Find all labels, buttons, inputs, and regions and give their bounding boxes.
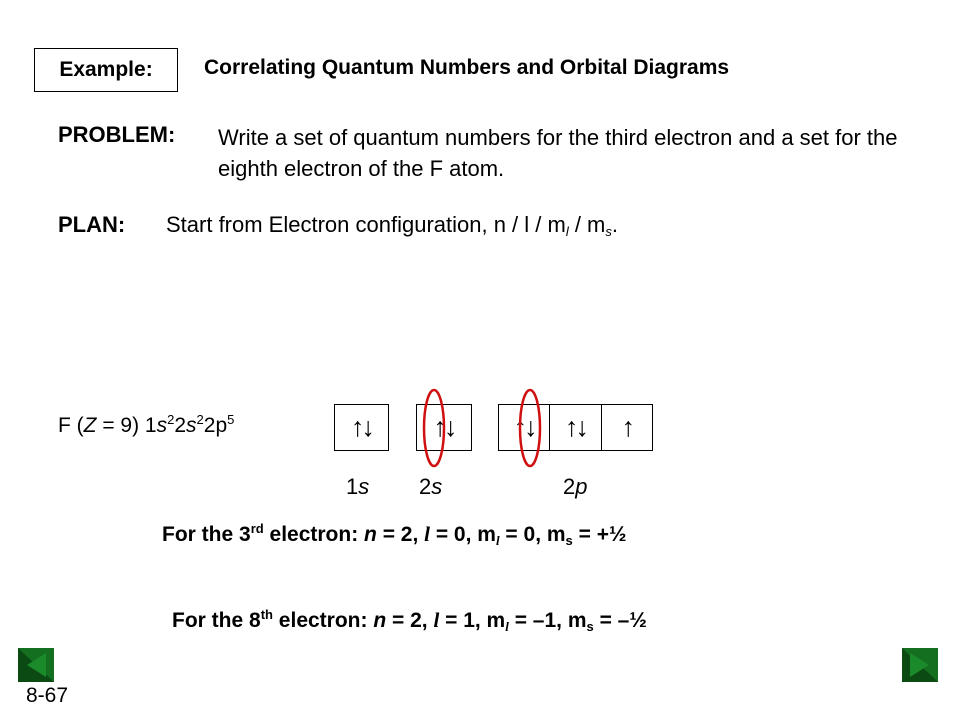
r1-eq-ml: = 0, m [499,523,566,546]
label-2p-letter: p [575,474,588,499]
r2-l: l [433,608,440,632]
label-1s-num: 1 [346,474,359,499]
plan-text-main: Start from Electron configuration, n / l / m [166,212,566,237]
slide-title: Correlating Quantum Numbers and Orbital Diagrams [204,56,730,79]
plan-label: PLAN: [58,212,126,237]
config-1s-exp: 2 [167,412,175,427]
orbital-box-2p-1: ↑↓ [513,412,535,442]
result-third-electron [162,522,626,547]
r1-ordinal: rd [250,521,264,536]
result-eighth-electron [172,608,647,633]
r1-ml-sub: l [495,533,500,548]
forward-arrow-icon[interactable] [902,648,938,682]
config-z: Z [83,414,97,437]
problem-label: PROBLEM: [58,122,176,147]
r2-eq-n: = 2, [386,609,434,632]
r2-body: electron: [272,609,374,632]
r2-ml-sub: l [505,619,509,634]
plan-sep: / m [568,212,606,237]
r2-n: n [373,609,387,632]
slide-number: 8-67 [26,684,69,707]
electron-configuration [58,414,234,438]
label-2s-letter: s [431,474,443,499]
example-label: Example: [34,48,178,92]
plan-end: . [611,212,619,237]
orbital-box-2s: ↑↓ [416,404,472,451]
r1-eq-l: = 0, m [430,523,496,546]
r1-eq-ms: = +½ [572,523,627,546]
config-z-value: = 9) 1 [96,414,157,437]
orbital-label-2s [419,474,442,500]
label-2p-num: 2 [563,474,576,499]
r1-prefix: For the 3 [162,523,251,546]
orbital-box-group-2p [498,404,653,451]
r2-ordinal: th [260,607,273,622]
orbital-box-1s: ↑↓ [334,404,389,451]
orbital-box-2p-2: ↑↓ [549,405,600,450]
config-2p-exp: 5 [227,412,235,427]
orbital-label-1s [346,474,369,500]
r2-eq-l: = 1, m [439,609,506,632]
r2-ms-sub: s [586,619,594,634]
plan-sub-l: l [565,224,569,239]
config-1s-letter: s [156,414,168,437]
config-2p: 2p [203,414,228,437]
back-arrow-icon[interactable] [18,648,54,682]
r2-prefix: For the 8 [172,609,261,632]
plan-sub-s: s [605,224,612,239]
r1-ms-sub: s [565,533,573,548]
r1-body: electron: [263,523,365,546]
problem-text: Write a set of quantum numbers for the third electron and a set for the eighth electron of the F atom. [218,125,898,181]
r1-eq-n: = 2, [376,523,425,546]
config-2s-num: 2 [174,414,187,437]
config-2s-letter: s [186,414,197,437]
config-prefix: F ( [58,414,84,437]
label-1s-letter: s [358,474,370,499]
r1-n: n [364,523,377,546]
orbital-box-2p-3: ↑ [601,405,652,450]
config-2s-exp: 2 [196,412,204,427]
orbital-label-2p [563,474,588,500]
r1-l: l [424,522,430,546]
plan-text [166,212,618,238]
r2-eq-ms: = –½ [593,609,647,632]
label-2s-num: 2 [419,474,432,499]
r2-eq-ml: = –1, m [508,609,587,632]
